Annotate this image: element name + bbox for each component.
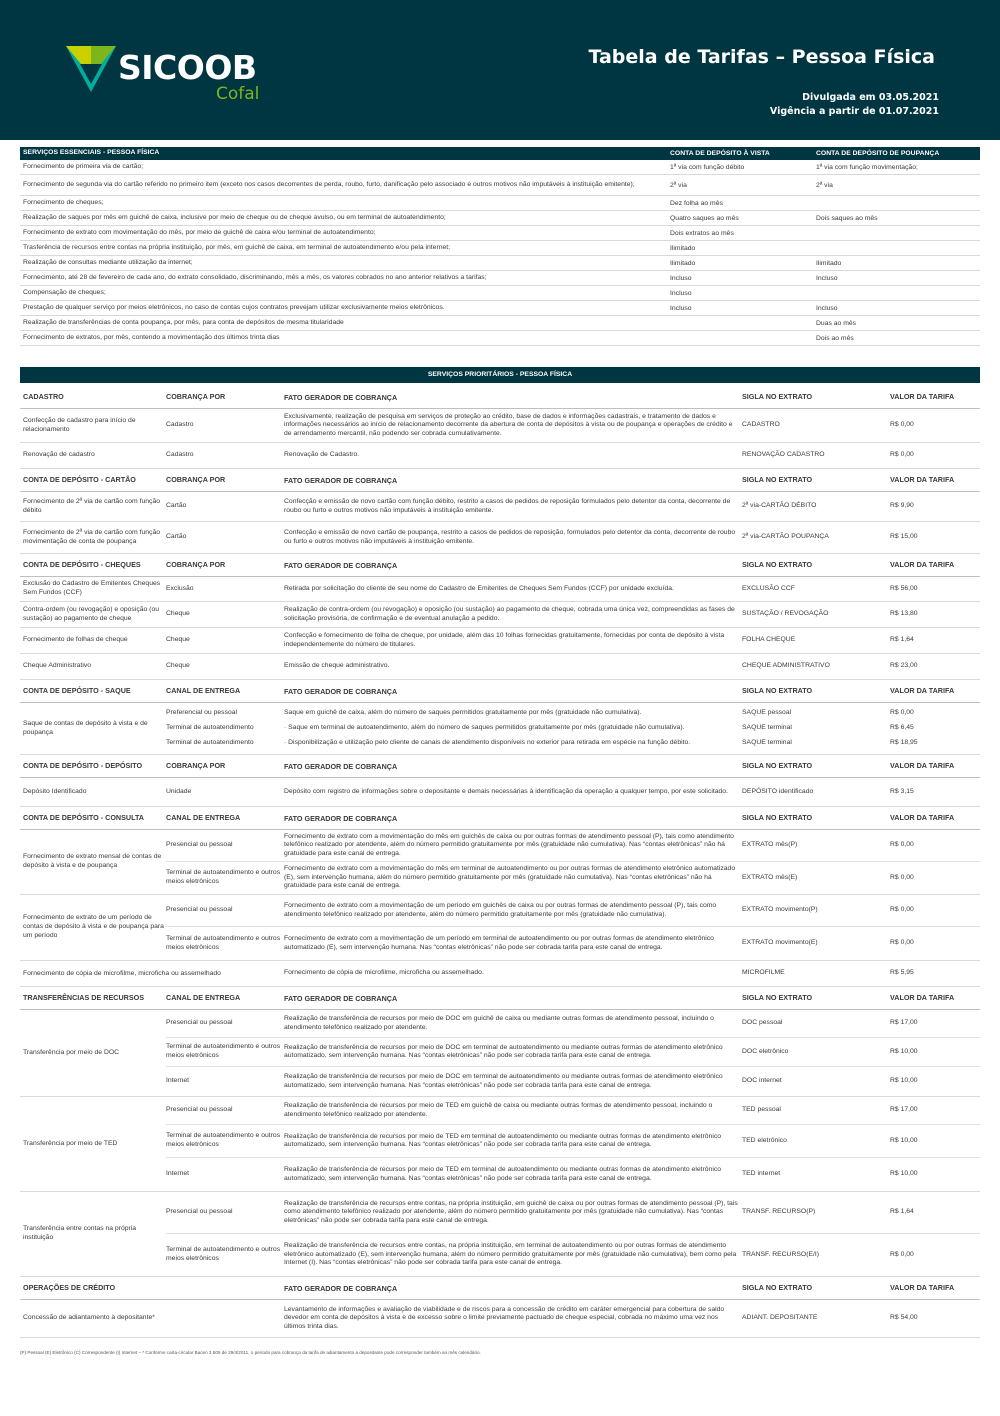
fee-value: R$ 13,80: [890, 610, 918, 618]
section-title: CONTA DE DEPÓSITO - CARTÃO: [23, 475, 136, 485]
essential-checking-value: Dois extratos ao mês: [670, 229, 734, 237]
essential-savings-value: Dois saques ao mês: [816, 214, 878, 222]
fee-fact: Fornecimento de extrato com a movimentação do mês em terminal de autoatendimento ou por outras formas de atendimento eletrônico automatizado (E), sem intervenção humana, além do número permitido gratuitamente por mês (gratuidade não cumulativa). Nas “contas eletrônicas” não há gratuidade para este canal de entrega.: [284, 865, 736, 890]
fee-value: R$ 10,00: [890, 1077, 918, 1085]
fee-code: DOC pessoal: [742, 1019, 783, 1027]
fee-code: RENOVAÇÃO CADASTRO: [742, 451, 825, 459]
fee-fact: Saque em guichê de caixa, além do número de saques permitidos gratuitamente por mês (gratuidade não cumulativa).: [284, 709, 642, 717]
section-col-code: SIGLA NO EXTRATO: [742, 813, 813, 823]
fee-subrow: [166, 1234, 980, 1276]
priority-services-title: SERVIÇOS PRIORITÁRIOS - PESSOA FÍSICA: [20, 367, 980, 383]
essential-col-savings: CONTA DE DEPÓSITO DE POUPANÇA: [816, 150, 940, 157]
fee-code: TED internet: [742, 1170, 781, 1178]
fee-charged-by: Cadastro: [166, 421, 194, 429]
sicoob-logo: [66, 44, 276, 114]
fee-row: [20, 1300, 980, 1338]
fee-fact: Renovação de Cadastro.: [284, 451, 360, 459]
fee-subrow: [166, 1010, 980, 1038]
fee-group-rows: [166, 895, 980, 960]
fee-code: MICROFILME: [742, 969, 785, 977]
fee-channel: Presencial ou pessoal: [166, 906, 233, 914]
fee-code: DOC eletrônico: [742, 1047, 789, 1055]
fee-fact: Depósito com registro de informações sobre o depositante e demais necessárias à identificação da operação a qualquer tempo, por este solicitado.: [284, 787, 728, 795]
fee-value: R$ 10,00: [890, 1047, 918, 1055]
fee-code: CHEQUE ADMINISTRATIVO: [742, 662, 830, 670]
section-col-fact: FATO GERADOR DE COBRANÇA: [284, 475, 398, 485]
sicoob-logo-icon: [66, 46, 116, 92]
section-col-fact: FATO GERADOR DE COBRANÇA: [284, 686, 398, 696]
essential-checking-value: 1ª via com função débito: [670, 163, 745, 171]
fee-group-rows: [166, 1192, 980, 1276]
essential-row: [20, 316, 980, 331]
fee-row: [20, 443, 980, 469]
fee-service-name: Fornecimento de 2ª via de cartão com função débito: [23, 497, 161, 514]
page-header: [0, 0, 1000, 140]
fee-code: SAQUE terminal: [742, 739, 792, 747]
fee-fact: Realização de transferência de recursos por meio de DOC em terminal de autoatendimento ou mediante outras formas de atendimento eletrônico automatizado, sem intervenção humana. Nas “contas eletrônicas” não pode ser cobrada tarifa para este canal de entrega.: [284, 1073, 723, 1089]
fee-subrow: [166, 862, 980, 894]
fee-group: [20, 1010, 980, 1097]
section-col-fact: FATO GERADOR DE COBRANÇA: [284, 1283, 398, 1293]
fee-value: R$ 0,00: [890, 451, 914, 459]
fee-value: R$ 0,00: [890, 906, 914, 914]
essential-service: Fornecimento de segunda via do cartão referido no primeiro item (exceto nos casos decorrentes de perda, roubo, furto, danificação pelo associado e outros motivos não imputáveis à instituição emitente);: [23, 180, 635, 188]
fee-charged-by: Cartão: [166, 502, 187, 510]
fee-subrow: [166, 1067, 980, 1096]
fee-code: SUSTAÇÃO / REVOGAÇÃO: [742, 610, 829, 618]
fee-fact: Realização de transferência de recursos por meio de DOC em guichê de caixa ou mediante outras formas de atendimento pessoal, incluindo o atendimento telefônico realizado por atendente.: [284, 1015, 714, 1031]
fee-fact: · Saque em terminal de autoatendimento, além do número de saques permitidos gratuitamente por mês (gratuidade não cumulativa).: [284, 724, 685, 732]
published-date: Divulgada em 03.05.2021: [802, 92, 939, 103]
fee-fact: Realização de contra-ordem (ou revogação) e oposição (ou sustação) ao pagamento de cheque, cobrada uma única vez, compreendidas as fases de solicitação provisória, de confirmação e de eventual anulação a pedido.: [284, 606, 735, 622]
fee-channel: Terminal de autoatendimento: [166, 739, 254, 747]
fee-subrow: [166, 830, 980, 862]
section-col-value: VALOR DA TARIFA: [890, 475, 955, 485]
essential-savings-value: Duas ao mês: [816, 319, 857, 327]
section-header-credito: [20, 1277, 980, 1300]
essential-service: Trasferência de recursos entre contas na própria instituição, por mês, em guichê de caixa, em terminal de autoatendimento e/ou pela internet;: [23, 243, 451, 251]
essential-service: Fornecimento de primeira via de cartão;: [23, 162, 144, 170]
fee-channel: Preferencial ou pessoal: [166, 709, 238, 717]
section-title: CONTA DE DEPÓSITO - SAQUE: [23, 686, 131, 696]
fee-subrow: [166, 736, 980, 751]
essential-checking-value: Ilimitado: [670, 259, 696, 267]
fee-group: [20, 830, 980, 895]
essential-service: Fornecimento, até 28 de fevereiro de cada ano, do extrato consolidado, discriminando, mês a mês, os valores cobrados no ano anterior relativos a tarifas;: [23, 273, 487, 281]
fee-row: [20, 961, 980, 987]
section-col-by: COBRANÇA POR: [166, 560, 226, 570]
fee-value: R$ 17,00: [890, 1019, 918, 1027]
fee-channel: Terminal de autoatendimento e outros meios eletrônicos: [166, 1043, 281, 1059]
fee-subrow: [166, 1125, 980, 1158]
fee-subrow: [166, 927, 980, 960]
fee-channel: Terminal de autoatendimento: [166, 724, 254, 732]
fee-row: [20, 628, 980, 654]
fee-fact: Confecção e emissão de novo cartão de poupança, restrito a casos de pedidos de reposição, formulados pelo detentor da conta, decorrente de roubo ou furto e outros motivos não imputáveis à instituição emitente.: [284, 529, 736, 545]
essential-services-table: [20, 147, 980, 346]
fee-service-name: Cheque Administrativo: [23, 662, 92, 670]
fee-group-rows: [166, 703, 980, 754]
section-col-code: SIGLA NO EXTRATO: [742, 560, 813, 570]
section-header-consulta: [20, 807, 980, 830]
fee-code: DOC internet: [742, 1077, 782, 1085]
section-title: CONTA DE DEPÓSITO - CHEQUES: [23, 560, 141, 570]
fee-code: SAQUE pessoal: [742, 709, 792, 717]
essential-checking-value: Incluso: [670, 274, 692, 282]
section-col-by: COBRANÇA POR: [166, 392, 226, 402]
essential-row: [20, 286, 980, 301]
fee-fact: Realização de transferência de recursos entre contas, na própria instituição, em guichê de caixa ou por outras formas de atendimento pessoal (P), tais como atendimento telefônico realizado por atendente, além do número permitido gratuitamente por mês (gratuidade não cumulativa). Nas “contas eletrônicas” não pode ser cobrada tarifa para este canal de entrega.: [284, 1199, 738, 1224]
section-col-value: VALOR DA TARIFA: [890, 993, 955, 1003]
section-col-fact: FATO GERADOR DE COBRANÇA: [284, 993, 398, 1003]
essential-service: Realização de transferências de conta poupança, por mês, para conta de depósitos de mesma titularidade: [23, 318, 344, 326]
fee-code: FOLHA CHEQUE: [742, 636, 796, 644]
section-header-deposito: [20, 755, 980, 778]
fee-row: [20, 522, 980, 554]
fee-subrow: [166, 895, 980, 927]
essential-checking-value: Dez folha ao mês: [670, 199, 723, 207]
fee-value: R$ 1,64: [890, 1208, 914, 1216]
essential-service: Fornecimento de extrato com movimentação do mês, por meio de guichê de caixa e/ou terminal de autoatendimento;: [23, 228, 376, 236]
fee-subrow: [166, 1097, 980, 1125]
section-col-fact: FATO GERADOR DE COBRANÇA: [284, 560, 398, 570]
essential-savings-value: 1ª via com função movimentação;: [816, 163, 918, 171]
fee-fact: Confecção e emissão de novo cartão com função débito, restrito a casos de pedidos de reposição formulados pelo detentor da conta, decorrente de roubo ou furto e outros motivos não imputáveis à instituição emitente.: [284, 498, 731, 514]
fee-group: [20, 703, 980, 755]
fee-subrow: [166, 721, 980, 736]
fee-value: R$ 9,90: [890, 502, 914, 510]
essential-service: Realização de consultas mediante utilização da internet;: [23, 258, 193, 266]
fee-group-name: Transferência por meio de TED: [23, 1139, 118, 1147]
essential-checking-value: 2ª via: [670, 181, 687, 189]
fee-channel: Internet: [166, 1170, 190, 1178]
fee-subrow: [166, 1192, 980, 1234]
effective-date: Vigência a partir de 01.07.2021: [769, 106, 939, 117]
fee-channel: Presencial ou pessoal: [166, 1208, 233, 1216]
essential-service: Fornecimento de extratos, por mês, contendo a movimentação dos últimos trinta dias: [23, 333, 280, 341]
section-col-value: VALOR DA TARIFA: [890, 686, 955, 696]
fee-fact: Levantamento de informações e avaliação de viabilidade e de riscos para a concessão de crédito em caráter emergencial para cobertura de saldo devedor em conta de depósitos à vista e de excesso sobre o limite previamente pactuado de cheque especial, cobrada no máximo uma vez nos últimos trinta dias.: [284, 1305, 725, 1330]
footnote: (P) Pessoal (E) Eletrônico (C) Correspondente (I) Internet – * Conforme carta-circular Bacen 3.505 de 29/4/2011, o período para cobrança da tarifa de adiantamento a depositante pode corresponder também ao mês calendário.: [20, 1350, 481, 1355]
fee-value: R$ 18,95: [890, 739, 918, 747]
fee-service-name: Renovação de cadastro: [23, 451, 95, 459]
essential-row: [20, 256, 980, 271]
section-col-fact: FATO GERADOR DE COBRANÇA: [284, 392, 398, 402]
fee-value: R$ 6,45: [890, 724, 914, 732]
essential-row: [20, 160, 980, 175]
fee-channel: Internet: [166, 1077, 190, 1085]
fee-value: R$ 10,00: [890, 1170, 918, 1178]
fee-value: R$ 10,00: [890, 1136, 918, 1144]
essential-savings-value: Incluso: [816, 304, 838, 312]
section-title: CONTA DE DEPÓSITO - CONSULTA: [23, 813, 144, 823]
fee-fact: Retirada por solicitação do cliente de seu nome do Cadastro de Emitentes de Cheques Sem Fundos (CCF) por unidade excluída.: [284, 584, 674, 592]
fee-code: EXTRATO movimento(E): [742, 939, 818, 947]
fee-value: R$ 0,00: [890, 1250, 914, 1258]
fee-fact: Exclusivamente, realização de pesquisa em serviços de proteção ao crédito, base de dados e informações cadastrais, e tratamento de dados e informações necessários ao início de relacionamento decorrente da abertura de conta de depósitos à vista ou de poupança e operações de crédito e de arrendamento mercantil, não podendo ser cobrada cumulativamente.: [284, 412, 733, 437]
fee-fact: Fornecimento de extrato com a movimentação de um período em terminal de autoatendimento ou por outras formas de atendimento eletrônico automatizado (E), sem intervenção humana. Nas “contas eletrônicas” não pode ser cobrada tarifa para este canal de entrega.: [284, 935, 714, 951]
fee-code: ADIANT. DEPOSITANTE: [742, 1314, 818, 1322]
essential-row: [20, 211, 980, 226]
fee-subrow: [166, 1038, 980, 1067]
fee-fact: Realização de transferência de recursos por meio de TED em guichê de caixa ou mediante outras formas de atendimento pessoal, incluindo o atendimento telefônico realizado por atendente.: [284, 1102, 713, 1118]
fee-charged-by: Cheque: [166, 662, 190, 670]
fee-group-rows: [166, 830, 980, 894]
section-col-code: SIGLA NO EXTRATO: [742, 761, 813, 771]
fee-subrow: [166, 1158, 980, 1191]
essential-col-checking: CONTA DE DEPÓSITO À VISTA: [670, 150, 770, 157]
fee-value: R$ 23,00: [890, 662, 918, 670]
fee-code: 2ª via-CARTÃO POUPANÇA: [742, 533, 829, 541]
fee-fact: Realização de transferência de recursos entre contas, na própria instituição, em terminal de autoatendimento ou por outras formas de atendimento eletrônico automatizado (E), sem intervenção humana, além do número permitido gratuitamente por mês (gratuidade não cumulativa), bem como pela Internet (I). Nas “contas eletrônicas” não pode ser cobrada tarifa para este canal de entrega.: [284, 1242, 737, 1267]
essential-savings-value: Ilimitado: [816, 259, 842, 267]
fee-row: [20, 577, 980, 602]
fee-charged-by: Cheque: [166, 610, 190, 618]
fee-channel: Terminal de autoatendimento e outros meios eletrônicos: [166, 934, 281, 951]
essential-savings-value: 2ª via: [816, 181, 833, 189]
section-col-code: SIGLA NO EXTRATO: [742, 392, 813, 402]
section-col-code: SIGLA NO EXTRATO: [742, 993, 813, 1003]
section-col-by: COBRANÇA POR: [166, 475, 226, 485]
fee-group-name: Saque de contas de depósito à vista e de poupança: [23, 719, 148, 736]
section-col-code: SIGLA NO EXTRATO: [742, 1283, 813, 1293]
fee-value: R$ 5,95: [890, 969, 914, 977]
priority-services-table: [20, 386, 980, 1338]
fee-group-name: Fornecimento de extrato de um período de contas de depósito à vista e de poupança para um período: [23, 914, 164, 939]
fee-value: R$ 15,00: [890, 533, 918, 541]
section-col-fact: FATO GERADOR DE COBRANÇA: [284, 813, 398, 823]
fee-charged-by: Cadastro: [166, 451, 194, 459]
fee-channel: Terminal de autoatendimento e outros meios eletrônicos: [166, 1246, 281, 1262]
fee-channel: Presencial ou pessoal: [166, 841, 233, 849]
fee-charged-by: Exclusão: [166, 584, 194, 592]
essential-header-row: [20, 147, 980, 160]
fee-service-name: Fornecimento de cópia de microfilme, microficha ou assemelhado: [23, 970, 221, 977]
fee-channel: Presencial ou pessoal: [166, 1019, 233, 1027]
fee-value: R$ 56,00: [890, 584, 918, 592]
fee-fact: Fornecimento de extrato com a movimentação de um período em guichês de caixa ou por outras formas de atendimento pessoal (P), tais como atendimento telefônico realizado por atendente, além do número permitido gratuitamente por mês (gratuidade não cumulativa).: [284, 902, 717, 918]
fee-group-rows: [166, 1097, 980, 1191]
section-header-transfer: [20, 987, 980, 1010]
fee-group: [20, 1097, 980, 1192]
fee-fact: Realização de transferência de recursos por meio de TED em terminal de autoatendimento ou mediante outras formas de atendimento eletrônico automatizado, sem intervenção humana. Nas “contas eletrônicas” não pode ser cobrada tarifa para este canal de entrega.: [284, 1132, 722, 1148]
section-header-cheques: [20, 554, 980, 577]
fee-row: [20, 409, 980, 443]
essential-service: Compensação de cheques;: [23, 288, 106, 296]
section-col-by: COBRANÇA POR: [166, 761, 226, 771]
fee-code: TED pessoal: [742, 1106, 781, 1114]
essential-savings-value: Incluso: [816, 274, 838, 282]
fee-code: TRANSF. RECURSO(P): [742, 1208, 816, 1216]
fee-code: EXTRATO mês(P): [742, 841, 798, 849]
fee-code: TED eletrônico: [742, 1136, 787, 1144]
section-col-value: VALOR DA TARIFA: [890, 392, 955, 402]
section-col-value: VALOR DA TARIFA: [890, 761, 955, 771]
fee-group: [20, 1192, 980, 1277]
essential-row: [20, 226, 980, 241]
section-header-saque: [20, 680, 980, 703]
fee-channel: Presencial ou pessoal: [166, 1106, 233, 1114]
fee-row: [20, 778, 980, 807]
fee-group-rows: [166, 1010, 980, 1096]
fee-group-name: Fornecimento de extrato mensal de contas de depósito à vista e de poupança: [23, 853, 162, 869]
fee-service-name: Contra-ordem (ou revogação) e oposição (ou sustação) ao pagamento de cheque: [23, 605, 160, 622]
fee-value: R$ 3,15: [890, 787, 914, 795]
fee-row: [20, 492, 980, 522]
essential-checking-value: Quatro saques ao mês: [670, 214, 739, 222]
section-header-cartao: [20, 469, 980, 492]
essential-service: Prestação de qualquer serviço por meios eletrônicos, no caso de contas cujos contratos prevejam utilizar exclusivamente meios eletrônicos.: [23, 303, 445, 311]
fee-value: R$ 0,00: [890, 939, 914, 947]
essential-row: [20, 196, 980, 211]
fee-value: R$ 0,00: [890, 841, 914, 849]
essential-checking-value: Ilimitado: [670, 244, 696, 252]
essential-service: Fornecimento de cheques;: [23, 198, 104, 206]
fee-subrow: [166, 706, 980, 721]
fee-charged-by: Unidade: [166, 787, 192, 795]
essential-checking-value: Incluso: [670, 289, 692, 297]
fee-service-name: Concessão de adiantamento à depositante*: [23, 1314, 155, 1322]
section-col-by: CANAL DE ENTREGA: [166, 813, 241, 823]
section-col-value: VALOR DA TARIFA: [890, 560, 955, 570]
section-title: CONTA DE DEPÓSITO - DEPÓSITO: [23, 761, 143, 771]
section-col-by: CANAL DE ENTREGA: [166, 686, 241, 696]
fee-value: R$ 0,00: [890, 709, 914, 717]
essential-checking-value: Incluso: [670, 304, 692, 312]
fee-fact: Emissão de cheque administrativo.: [284, 662, 390, 670]
fee-value: R$ 54,00: [890, 1314, 918, 1322]
fee-channel: Terminal de autoatendimento e outros meios eletrônicos: [166, 869, 281, 885]
fee-value: R$ 17,00: [890, 1106, 918, 1114]
section-title: TRANSFERÊNCIAS DE RECURSOS: [23, 993, 145, 1003]
fee-charged-by: Cheque: [166, 636, 190, 644]
fee-service-name: Confecção de cadastro para início de relacionamento: [23, 416, 136, 433]
essential-row: [20, 241, 980, 256]
fee-row: [20, 602, 980, 628]
essential-row: [20, 175, 980, 196]
fee-code: EXCLUSÃO CCF: [742, 584, 795, 592]
essential-service: Realização de saques por mês em guichê de caixa, inclusive por meio de cheque ou de cheque avulso, ou em terminal de autoatendimento;: [23, 213, 446, 221]
fee-group-name: Transferência por meio de DOC: [23, 1048, 120, 1056]
fee-charged-by: Cartão: [166, 533, 187, 541]
section-header-cadastro: [20, 386, 980, 409]
brand-name: SICOOB: [118, 48, 257, 87]
brand-subname: Cofal: [216, 84, 260, 104]
section-col-fact: FATO GERADOR DE COBRANÇA: [284, 761, 398, 771]
fee-code: CADASTRO: [742, 421, 780, 429]
section-col-by: CANAL DE ENTREGA: [166, 993, 241, 1003]
fee-channel: Terminal de autoatendimento e outros meios eletrônicos: [166, 1132, 281, 1148]
section-col-value: VALOR DA TARIFA: [890, 813, 955, 823]
essential-savings-value: Dois ao mês: [816, 334, 854, 342]
page-title: Tabela de Tarifas – Pessoa Física: [588, 46, 935, 68]
fee-value: R$ 1,64: [890, 636, 914, 644]
fee-fact: Realização de transferência de recursos por meio de TED em terminal de autoatendimento ou mediante outras formas de atendimento eletrônico automatizado, sem intervenção humana. Nas “contas eletrônicas” não pode ser cobrada tarifa para este canal de entrega.: [284, 1166, 722, 1182]
fee-fact: Fornecimento de extrato com a movimentação do mês em guichês de caixa ou por outras formas de atendimento pessoal (P), tais como atendimento telefônico realizado por atendente, além do número permitido gratuitamente por mês (gratuidade não cumulativa). Nas “contas eletrônicas” não há gratuidade para este canal de entrega.: [284, 832, 734, 857]
fee-group: [20, 895, 980, 961]
fee-code: EXTRATO mês(E): [742, 873, 798, 881]
fee-row: [20, 654, 980, 680]
fee-fact: Fornecimento de cópia de microfilme, microficha ou assemelhado.: [284, 969, 484, 977]
section-col-code: SIGLA NO EXTRATO: [742, 686, 813, 696]
fee-code: SAQUE terminal: [742, 724, 792, 732]
fee-code: EXTRATO movimento(P): [742, 906, 818, 914]
section-col-code: SIGLA NO EXTRATO: [742, 475, 813, 485]
fee-value: R$ 0,00: [890, 421, 914, 429]
essential-row: [20, 271, 980, 286]
essential-row: [20, 301, 980, 316]
section-title: OPERAÇÕES DE CRÉDITO: [23, 1283, 116, 1293]
fee-fact: Confecção e fornecimento de folha de cheque, por unidade, além das 10 folhas fornecidas gratuitamente, fornecidas por conta de depósito à vista independentemente do número de titulares.: [284, 632, 725, 648]
fee-code: DEPÓSITO identificado: [742, 787, 814, 795]
fee-code: 2ª via-CARTÃO DÉBITO: [742, 502, 817, 510]
fee-service-name: Exclusão do Cadastro de Emitentes Cheques Sem Fundos (CCF): [23, 580, 161, 596]
section-col-value: VALOR DA TARIFA: [890, 1283, 955, 1293]
fee-group-name: Transferência entre contas na própria instituição: [23, 1225, 137, 1241]
fee-service-name: Depósito Identificado: [23, 787, 87, 795]
section-title: CADASTRO: [23, 392, 64, 402]
fee-value: R$ 0,00: [890, 873, 914, 881]
fee-fact: Realização de transferência de recursos por meio de DOC em terminal de autoatendimento ou mediante outras formas de atendimento eletrônico automatizado, sem intervenção humana. Nas “contas eletrônicas” não pode ser cobrada tarifa para este canal de entrega.: [284, 1043, 723, 1059]
essential-row: [20, 331, 980, 346]
fee-fact: · Disponibilização e utilização pelo cliente de canais de atendimento disponíveis no exterior para retirada em espécie na função débito.: [284, 739, 691, 747]
fee-service-name: Fornecimento de 2ª via de cartão com função movimentação de conta de poupança: [23, 528, 161, 545]
fee-code: TRANSF. RECURSO(E/I): [742, 1250, 820, 1258]
fee-service-name: Fornecimento de folhas de cheque: [23, 636, 128, 644]
essential-col-service: SERVIÇOS ESSENCIAIS - PESSOA FÍSICA: [23, 149, 160, 157]
